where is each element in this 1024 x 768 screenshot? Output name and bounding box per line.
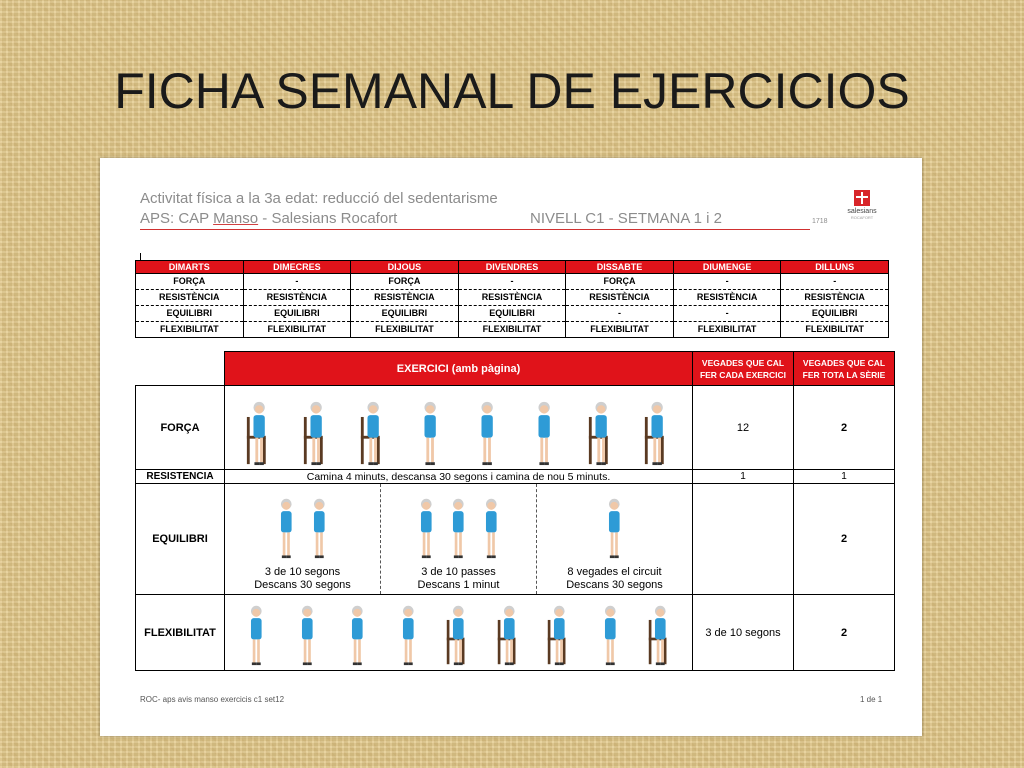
table-cell: FORÇA (566, 274, 674, 290)
exercise-figure-icon (546, 604, 573, 669)
day-header: DIJOUS (351, 261, 459, 274)
row-label: EQUILIBRI (136, 484, 225, 595)
header-underlined: Manso (213, 210, 259, 227)
resistencia-instructions: Camina 4 minuts, descansa 30 segons i camina de nou 5 minuts. (225, 470, 693, 484)
empty-corner (136, 352, 225, 386)
exercise-figure-icon (344, 604, 371, 669)
exercise-figure-icon (478, 497, 505, 562)
day-header: DIMECRES (243, 261, 351, 274)
exercise-figure-icon (601, 497, 628, 562)
table-row (136, 306, 889, 322)
exercise-figure-icon (445, 604, 472, 669)
exercise-figure-icon (597, 604, 624, 669)
exercise-header-row (136, 352, 895, 386)
footer-filename: ROC- aps avis manso exercicis c1 set12 (140, 695, 285, 704)
table-cell: RESISTÈNCIA (243, 290, 351, 306)
day-header: DILLUNS (781, 261, 889, 274)
table-cell: RESISTÈNCIA (673, 290, 781, 306)
table-cell: EQUILIBRI (243, 306, 351, 322)
figure-strip (413, 492, 505, 562)
stray-mark (140, 253, 141, 260)
flexibilitat-illustrations (225, 595, 693, 671)
exercise-column-header: EXERCICI (amb pàgina) (225, 352, 693, 386)
table-cell: FLEXIBILITAT (458, 322, 566, 338)
exercise-figure-icon (416, 400, 444, 469)
row-label: FORÇA (136, 386, 225, 470)
header-prefix: APS: CAP (140, 210, 214, 227)
times-series-value: 2 (794, 386, 895, 470)
table-cell: FLEXIBILITAT (781, 322, 889, 338)
exercise-figure-icon (306, 497, 333, 562)
table-cell: FLEXIBILITAT (136, 322, 244, 338)
table-cell: RESISTÈNCIA (781, 290, 889, 306)
table-cell: EQUILIBRI (351, 306, 459, 322)
day-header: DIVENDRES (458, 261, 566, 274)
table-cell: RESISTÈNCIA (566, 290, 674, 306)
exercise-figure-icon (395, 604, 422, 669)
table-cell: EQUILIBRI (136, 306, 244, 322)
row-label: RESISTENCIA (136, 470, 225, 484)
table-cell: - (673, 274, 781, 290)
table-cell: RESISTÈNCIA (351, 290, 459, 306)
equilibri-block (225, 484, 381, 594)
times-series-value: 2 (794, 484, 895, 595)
block-caption-line2: Descans 30 segons (566, 579, 663, 591)
resistencia-row (136, 470, 895, 484)
table-row (136, 274, 889, 290)
weekly-schedule-table (135, 260, 889, 338)
equilibri-blocks (225, 484, 692, 594)
logo-subtext: ROCAFORT (850, 215, 874, 220)
exercise-figure-icon (647, 604, 674, 669)
day-header: DIUMENGE (673, 261, 781, 274)
table-cell: FORÇA (351, 274, 459, 290)
exercise-figure-icon (643, 400, 671, 469)
document-header-title: Activitat física a la 3a edat: reducció del sedentarisme (140, 190, 498, 207)
header-suffix: - Salesians Rocafort (258, 210, 398, 227)
exercise-figure-icon (245, 400, 273, 469)
block-caption-line1: 3 de 10 passes (421, 566, 496, 578)
table-cell: - (781, 274, 889, 290)
exercise-figure-icon (243, 604, 270, 669)
table-cell: EQUILIBRI (458, 306, 566, 322)
times-each-value: 12 (693, 386, 794, 470)
block-caption-line2: Descans 30 segons (254, 579, 351, 591)
figure-strip (273, 492, 332, 562)
document-code: 1718 (812, 218, 828, 225)
exercise-figure-icon (294, 604, 321, 669)
equilibri-illustrations (225, 484, 693, 595)
table-cell: RESISTÈNCIA (136, 290, 244, 306)
times-each-value: 1 (693, 470, 794, 484)
table-cell: FLEXIBILITAT (566, 322, 674, 338)
figure-strip (601, 492, 628, 562)
exercise-figure-icon (445, 497, 472, 562)
table-row (136, 322, 889, 338)
table-cell: - (458, 274, 566, 290)
times-series-value: 1 (794, 470, 895, 484)
table-cell: - (673, 306, 781, 322)
day-header: DIMARTS (136, 261, 244, 274)
block-caption-line1: 3 de 10 segons (264, 566, 341, 578)
times-each-value (693, 484, 794, 595)
row-label: FLEXIBILITAT (136, 595, 225, 671)
exercise-figure-icon (496, 604, 523, 669)
document-level: NIVELL C1 - SETMANA 1 i 2 (530, 210, 723, 227)
times-series-value: 2 (794, 595, 895, 671)
slide-title: FICHA SEMANAL DE EJERCICIOS (114, 63, 910, 119)
logo-text: salesians (847, 208, 877, 215)
table-row (136, 290, 889, 306)
exercise-table (135, 351, 895, 671)
cross-icon (854, 190, 870, 206)
table-cell: FLEXIBILITAT (243, 322, 351, 338)
times-series-header: VEGADES QUE CAL FER TOTA LA SÈRIE (794, 352, 895, 386)
salesians-logo (842, 190, 882, 230)
footer-page-number: 1 de 1 (860, 695, 883, 704)
block-caption-line2: Descans 1 minut (417, 579, 500, 591)
weekly-header-row (136, 261, 889, 274)
forca-illustrations (225, 386, 693, 470)
flexibilitat-row (136, 595, 895, 671)
exercise-figure-icon (359, 400, 387, 469)
exercise-figure-icon (273, 497, 300, 562)
exercise-figure-icon (587, 400, 615, 469)
exercise-figure-icon (413, 497, 440, 562)
header-divider (140, 229, 810, 230)
exercise-figure-icon (530, 400, 558, 469)
document-header-subtitle (140, 210, 397, 227)
table-cell: EQUILIBRI (781, 306, 889, 322)
table-cell: - (566, 306, 674, 322)
table-cell: FLEXIBILITAT (351, 322, 459, 338)
figure-strip (225, 387, 692, 469)
day-header: DISSABTE (566, 261, 674, 274)
times-each-header: VEGADES QUE CAL FER CADA EXERCICI (693, 352, 794, 386)
exercise-figure-icon (473, 400, 501, 469)
table-cell: RESISTÈNCIA (458, 290, 566, 306)
exercise-figure-icon (302, 400, 330, 469)
table-cell: FLEXIBILITAT (673, 322, 781, 338)
exercise-sheet (100, 158, 922, 736)
equilibri-block (537, 484, 692, 594)
times-each-value: 3 de 10 segons (693, 595, 794, 671)
table-cell: FORÇA (136, 274, 244, 290)
equilibri-row (136, 484, 895, 595)
figure-strip (225, 597, 692, 669)
equilibri-block (381, 484, 537, 594)
block-caption-line1: 8 vegades el circuit (567, 566, 662, 578)
table-cell: - (243, 274, 351, 290)
forca-row (136, 386, 895, 470)
